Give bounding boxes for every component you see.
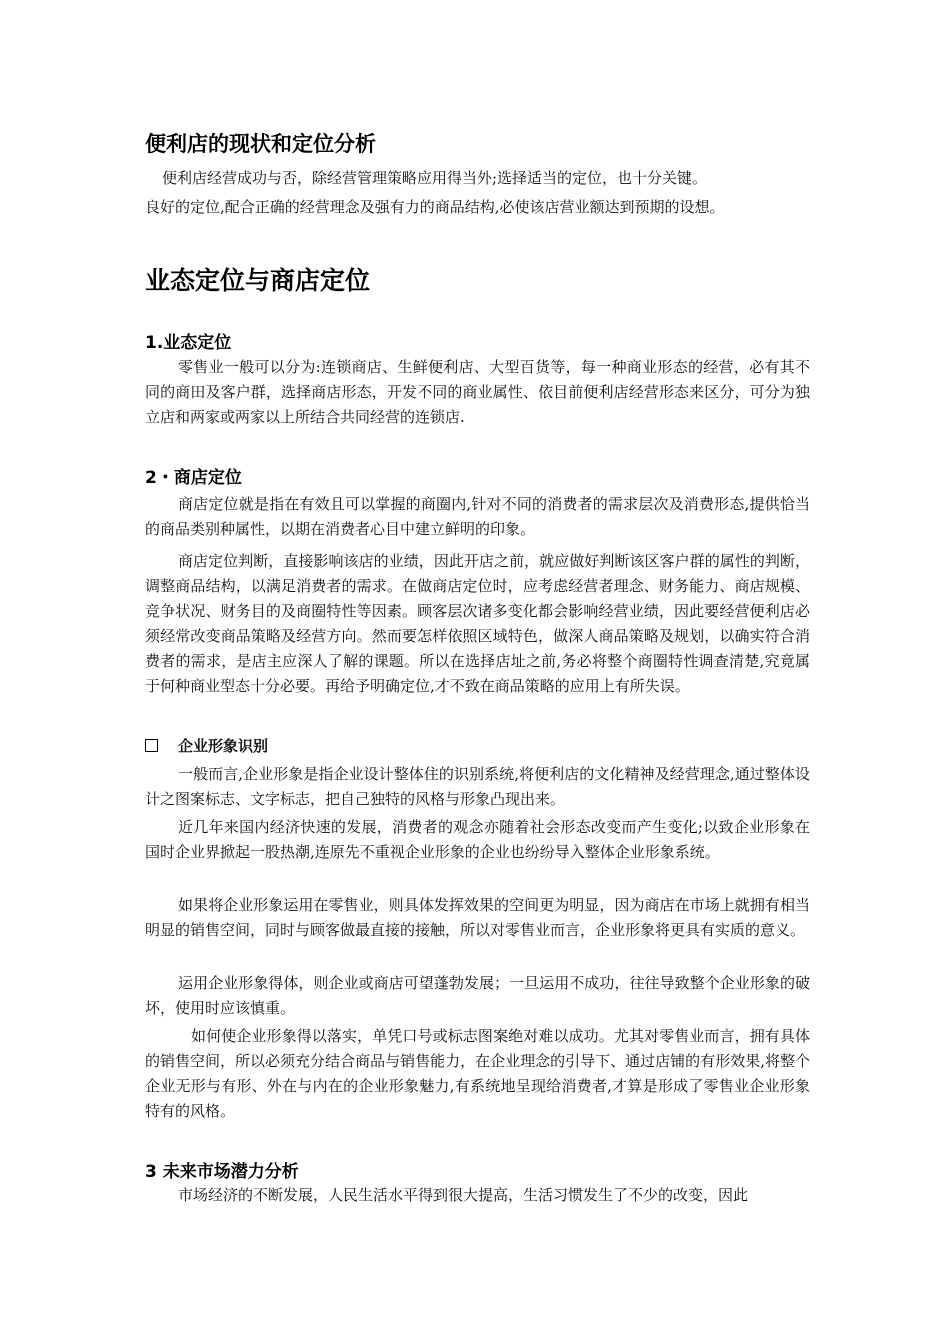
bullet-heading-ci xyxy=(145,735,268,756)
subsection-heading-2: 2・商店定位 xyxy=(145,468,242,488)
paragraph-ci-2: 近几年来国内经济快速的发展，消费者的观念亦随着社会形态改变而产生变化;以致企业形象在国时企业界掀起一股热潮,连原先不重视企业形象的企业也纷纷导入整体企业形象系统。 xyxy=(145,818,810,861)
bullet-heading-label: 企业形象识别 xyxy=(178,737,269,755)
paragraph-ci-3: 如果将企业形象运用在零售业，则具体发挥效果的空间更为明显，因为商店在市场上就拥有相当明显的销售空间，同时与顾客做最直接的接触，所以对零售业而言，企业形象将更具有实质的意义。 xyxy=(145,896,810,939)
checkbox-square-icon xyxy=(145,739,158,752)
intro-paragraph-1: 便利店经营成功与否，除经营管理策略应用得当外;选择适当的定位，也十分关键。 xyxy=(162,169,708,187)
paragraph-store-positioning-1: 商店定位就是指在有效且可以掌握的商圈内,针对不同的消费者的需求层次及消费形态,提供恰当的商品类别种属性，以期在消费者心目中建立鲜明的印象。 xyxy=(145,495,810,538)
subsection-heading-1: 1.业态定位 xyxy=(145,333,232,353)
paragraph-business-format: 零售业一般可以分为:连锁商店、生鲜便利店、大型百货等，每一种商业形态的经营，必有其不同的商田及客户群，选择商店形态，开发不同的商业属性、依目前便利店经营形态来区分，可分为独立店和两家或两家以上所结合共同经营的连锁店. xyxy=(145,358,810,426)
document-title: 便利店的现状和定位分析 xyxy=(145,132,376,156)
paragraph-ci-1: 一般而言,企业形象是指企业设计整体住的识别系统,将便利店的文化精神及经营理念,通过整体设计之图案标志、文字标志，把自己独特的风格与形象凸现出来。 xyxy=(145,765,810,808)
intro-paragraph-2: 良好的定位,配合正确的经营理念及强有力的商品结构,必使该店营业额达到预期的设想。 xyxy=(145,198,725,216)
section-title: 业态定位与商店定位 xyxy=(145,266,371,295)
paragraph-market-potential: 市场经济的不断发展，人民生活水平得到很大提高，生活习惯发生了不少的改变，因此 xyxy=(178,1186,749,1204)
paragraph-ci-5: 如何使企业形象得以落实，单凭口号或标志图案绝对难以成功。尤其对零售业而言，拥有具体的销售空间，所以必须充分结合商品与销售能力，在企业理念的引导下、通过店铺的有形效果,将整个企业无形与有形、外在与内在的企业形象魅力,有系统地呈现给消费者,才算是形成了零售业企业形象特有的风格。 xyxy=(145,1027,810,1120)
paragraph-store-positioning-2: 商店定位判断，直接影响该店的业绩，因此开店之前，就应做好判断该区客户群的属性的判断，调整商品结构，以满足消费者的需求。在做商店定位时，应考虑经营者理念、财务能力、商店规模、竞争状况、财务目的及商圈特性等因素。顾客层次诸多变化都会影响经营业绩，因此要经营便利店必须经常改变商品策略及经营方向。然而要怎样依照区域特色，做深人商品策略及规划，以确实符合消费者的需求，是店主应深人了解的课题。所以在选择店址之前,务必将整个商圈特性调查清楚,究竟属于何种商业型态十分必要。再给予明确定位,才不致在商品策略的应用上有所失误。 xyxy=(145,552,810,695)
paragraph-ci-4: 运用企业形象得体，则企业或商店可望蓬勃发展；一旦运用不成功，往往导致整个企业形象的破坏，使用时应该慎重。 xyxy=(145,974,810,1017)
subsection-heading-3: 3 未来市场潜力分析 xyxy=(145,1162,299,1182)
